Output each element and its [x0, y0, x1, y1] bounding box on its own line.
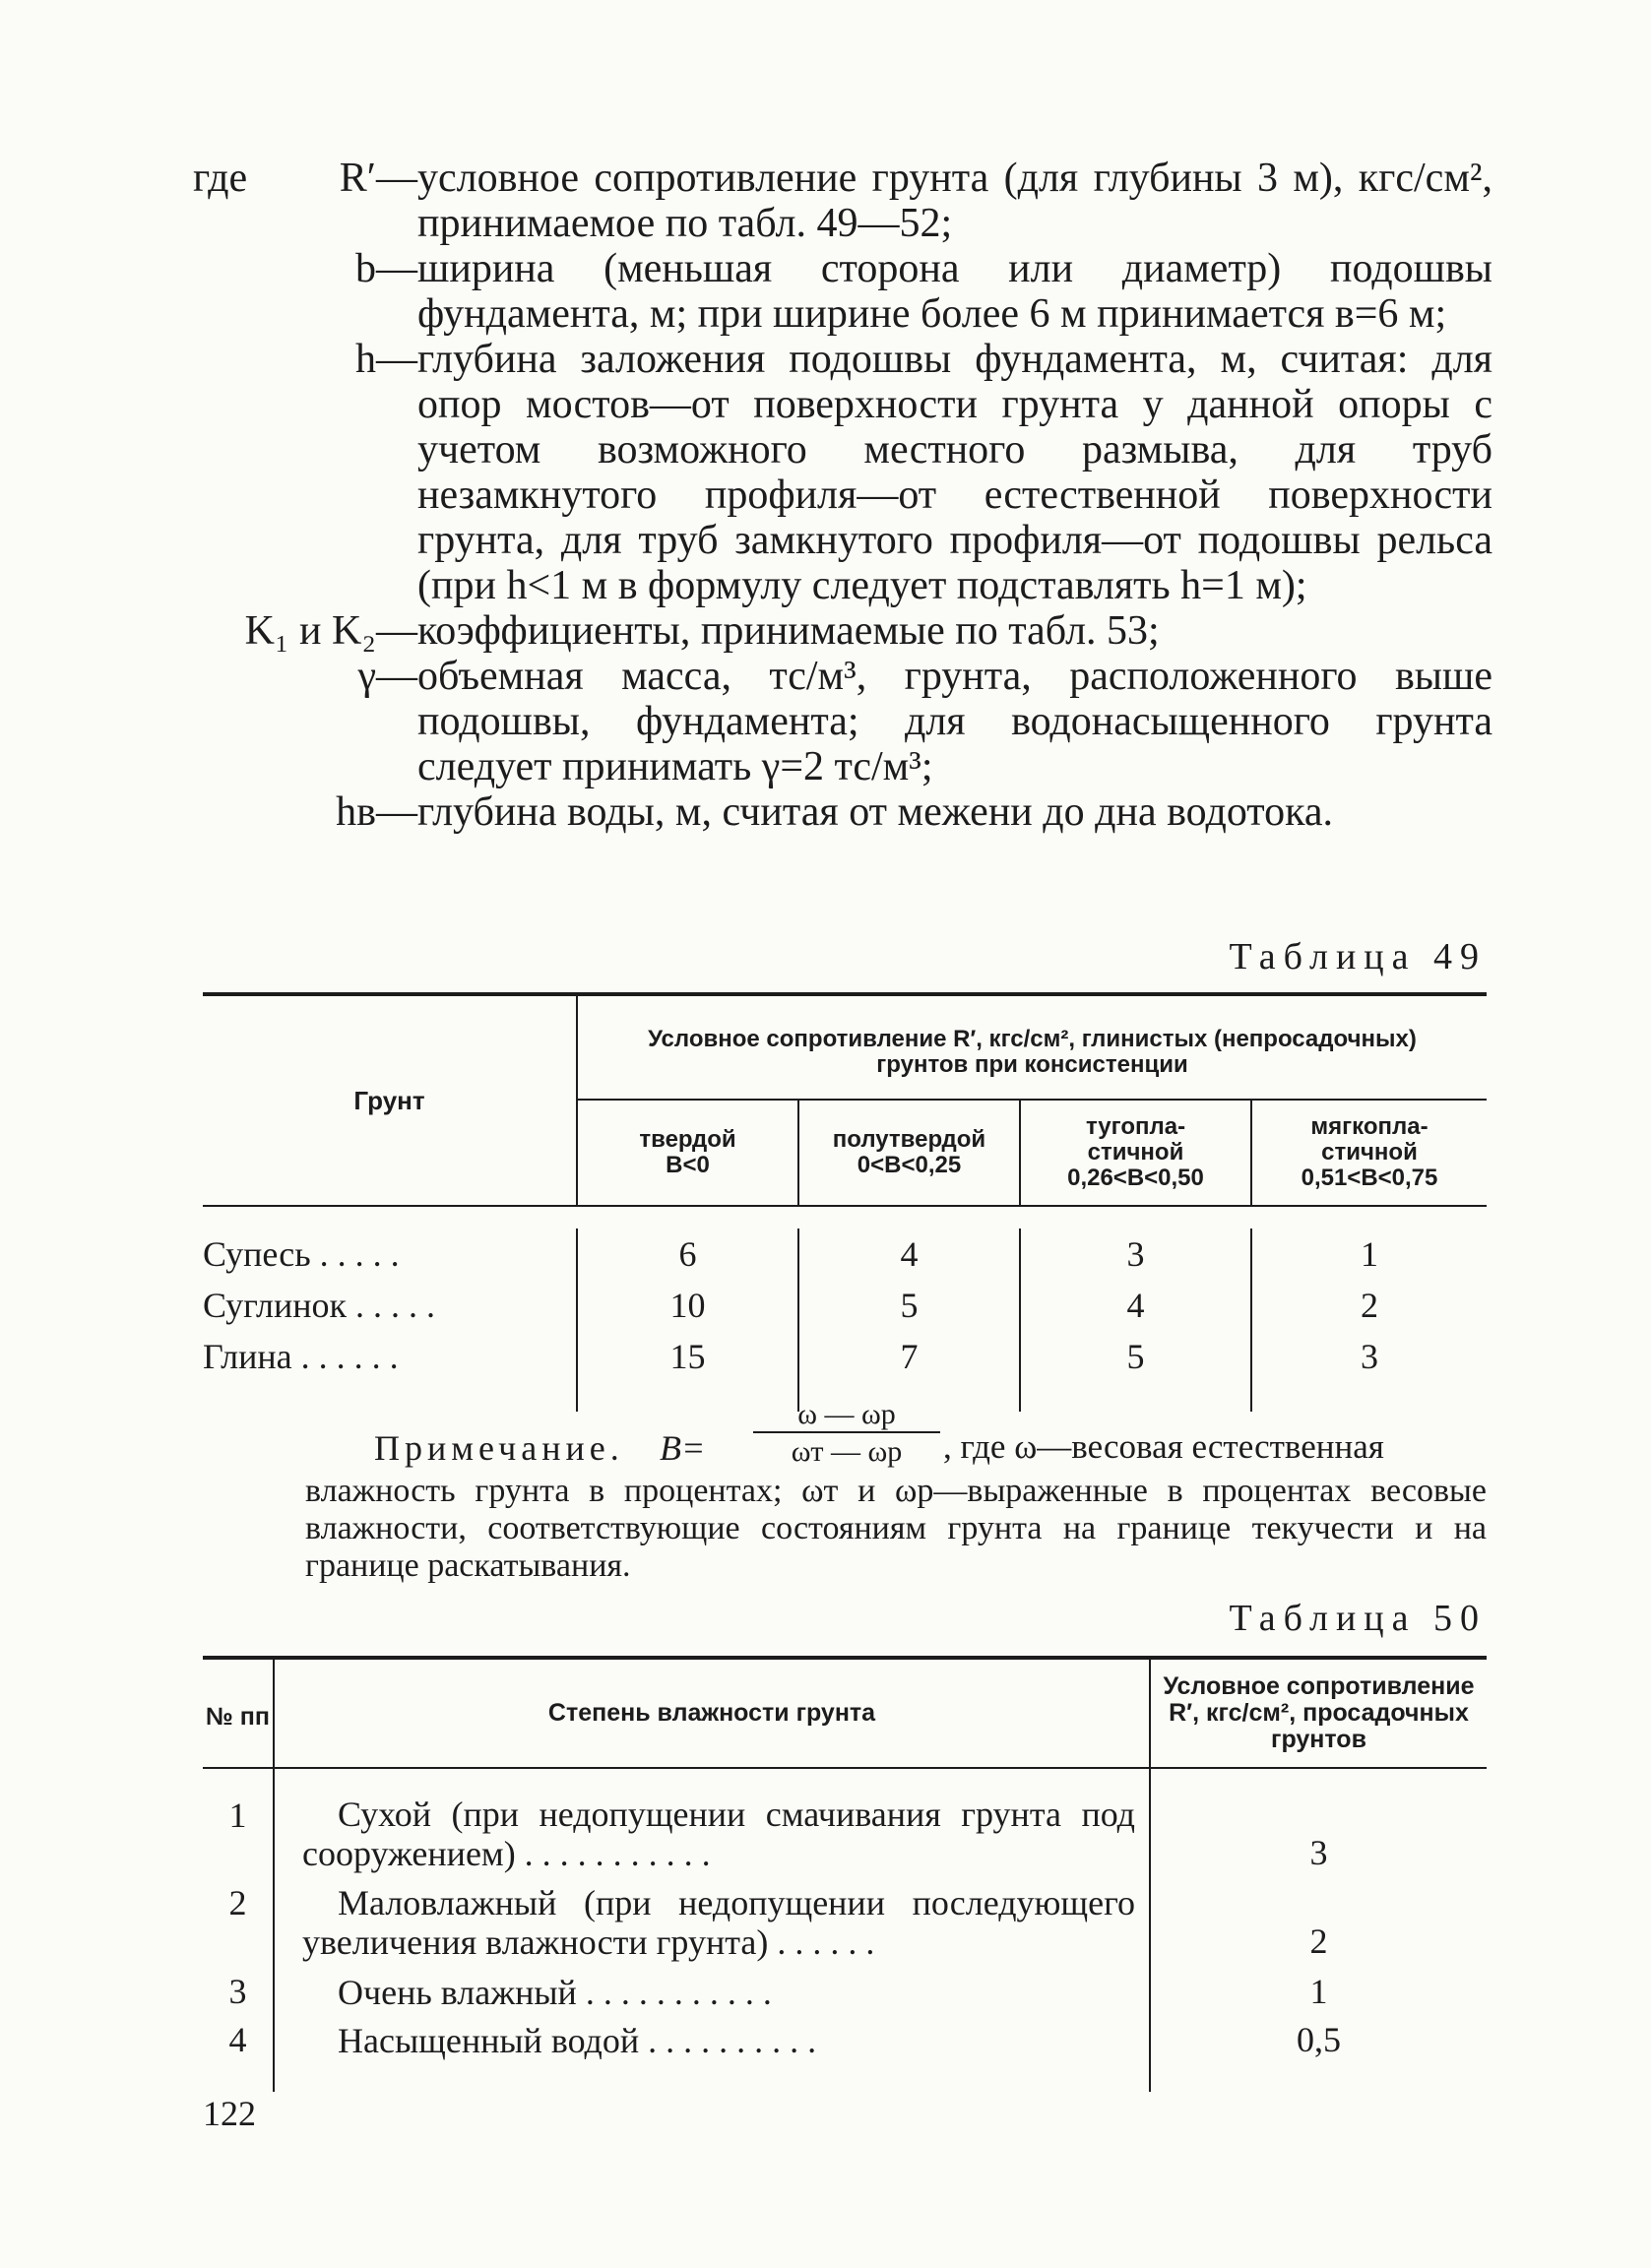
table-cell: 5	[1020, 1331, 1251, 1382]
row-no: 1	[203, 1795, 274, 1873]
table-49-caption: Таблица 49	[1229, 936, 1487, 977]
header-no: № пп	[203, 1658, 274, 1768]
definition-item	[193, 608, 1492, 654]
note-formula-lhs: B=	[660, 1428, 706, 1468]
definitions-list	[193, 156, 1492, 835]
row-text: Сухой (при недопущении смачивания грунта под сооружением) . . . . . . . . . . .	[274, 1795, 1150, 1873]
col-name: тугопла- стичной	[1085, 1113, 1186, 1166]
table-row	[203, 1962, 1487, 2012]
page-number: 122	[203, 2094, 256, 2133]
row-no: 4	[203, 2012, 274, 2060]
table-49	[203, 992, 1487, 1412]
definition-text: глубина заложения подошвы фундамента, м, считая: для опор мостов—от поверхности грунта у данной опоры с учетом возможного местного размыва, для труб незамкнутого профиля—от естественной поверхности грунта, для труб замкнутого профиля—от подошвы рельса (при h<1 м в формулу следует подставлять h=1 м);	[417, 337, 1492, 608]
table-cell: 6	[577, 1228, 798, 1280]
definition-symbol: γ—	[357, 654, 417, 699]
table-row	[203, 1228, 1487, 1280]
row-value: 1	[1309, 1972, 1328, 2011]
row-text: Очень влажный . . . . . . . . . . .	[274, 1962, 1150, 2012]
definition-text: ширина (меньшая сторона или диаметр) подошвы фундамента, м; при ширине более 6 м принимается в=6 м;	[417, 246, 1492, 337]
note-text: влажность грунта в процентах; ωт и ωр—выраженные в процентах весовые влажности, соответствующие состояниям грунта на границе текучести и на границе раскатывания.	[305, 1473, 1487, 1584]
table-cell: 4	[1020, 1280, 1251, 1331]
table-cell: 2	[1361, 1286, 1378, 1325]
row-value: 2	[1309, 1922, 1328, 1961]
table-cell: 5	[798, 1280, 1020, 1331]
table-row	[203, 1873, 1487, 1962]
table-cell: 10	[577, 1280, 798, 1331]
definitions-intro: где	[193, 156, 248, 201]
table-row	[203, 1795, 1487, 1873]
col-cond: B<0	[666, 1152, 710, 1178]
definition-text: коэффициенты, принимаемые по табл. 53;	[417, 608, 1160, 654]
header-col-myagkoplastichnoy	[1251, 1100, 1487, 1206]
table-cell: 3	[1020, 1228, 1251, 1280]
note-lead: Примечание.	[374, 1428, 624, 1468]
row-no: 2	[203, 1873, 274, 1962]
header-ground: Грунт	[203, 994, 577, 1206]
col-cond: 0,26<B<0,50	[1067, 1165, 1204, 1191]
col-cond: 0,51<B<0,75	[1301, 1165, 1438, 1191]
definition-item	[193, 246, 1492, 337]
table-50	[203, 1656, 1487, 2092]
row-value: 0,5	[1297, 2020, 1341, 2059]
col-name: мягкопла- стичной	[1310, 1113, 1429, 1166]
table-row	[203, 1331, 1487, 1382]
formula-numerator: ω — ωр	[753, 1398, 940, 1433]
row-text: Маловлажный (при недопущении последующего увеличения влажности грунта) . . . . . .	[274, 1873, 1150, 1962]
col-cond: 0<B<0,25	[857, 1152, 962, 1178]
table-cell: 3	[1361, 1337, 1378, 1376]
definition-text: условное сопротивление грунта (для глубины 3 м), кгс/см², принимаемое по табл. 49—52;	[417, 156, 1492, 246]
header-col-tverdoy	[577, 1100, 798, 1206]
header-col-polutverdoy	[798, 1100, 1020, 1206]
table-50-caption: Таблица 50	[1229, 1598, 1487, 1639]
table-row	[203, 2012, 1487, 2060]
table-cell: 15	[577, 1331, 798, 1382]
definition-symbol: K₁ и K₂—	[244, 608, 417, 654]
row-no: 3	[203, 1962, 274, 2012]
row-value: 3	[1309, 1833, 1328, 1872]
definition-symbol: h—	[355, 337, 417, 382]
definition-text: глубина воды, м, считая от межени до дна водотока.	[417, 789, 1333, 835]
table-cell: 4	[798, 1228, 1020, 1280]
header-group: Условное сопротивление R′, кгс/см², глинистых (непросадочных) грунтов при консистенции	[577, 994, 1487, 1100]
row-label: Суглинок . . . . .	[203, 1280, 577, 1331]
col-name: твердой	[639, 1126, 736, 1153]
definition-symbol: b—	[355, 246, 417, 291]
definition-text: объемная масса, тс/м³, грунта, расположенного выше подошвы, фундамента; для водонасыщенного грунта следует принимать γ=2 тс/м³;	[417, 654, 1492, 789]
table-row	[203, 1280, 1487, 1331]
definition-item	[193, 654, 1492, 789]
note-after-formula: , где ω—весовая естественная	[943, 1427, 1384, 1466]
row-label: Глина . . . . . .	[203, 1331, 577, 1382]
definition-symbol: hв—	[336, 789, 417, 835]
header-degree: Степень влажности грунта	[274, 1658, 1150, 1768]
header-col-tugoplastichnoy	[1020, 1100, 1251, 1206]
definition-item	[193, 337, 1492, 608]
row-label: Супесь . . . . .	[203, 1228, 577, 1280]
table-cell: 7	[798, 1331, 1020, 1382]
definition-item	[193, 789, 1492, 835]
header-value: Условное сопротивление R′, кгс/см², просадочных грунтов	[1150, 1658, 1487, 1768]
definition-item	[193, 156, 1492, 246]
row-text: Насыщенный водой . . . . . . . . . .	[274, 2012, 1150, 2060]
col-name: полутвердой	[832, 1126, 986, 1153]
definition-symbol: R′—	[339, 156, 417, 201]
formula-denominator: ωт — ωр	[791, 1435, 903, 1468]
table-cell: 1	[1361, 1234, 1378, 1274]
